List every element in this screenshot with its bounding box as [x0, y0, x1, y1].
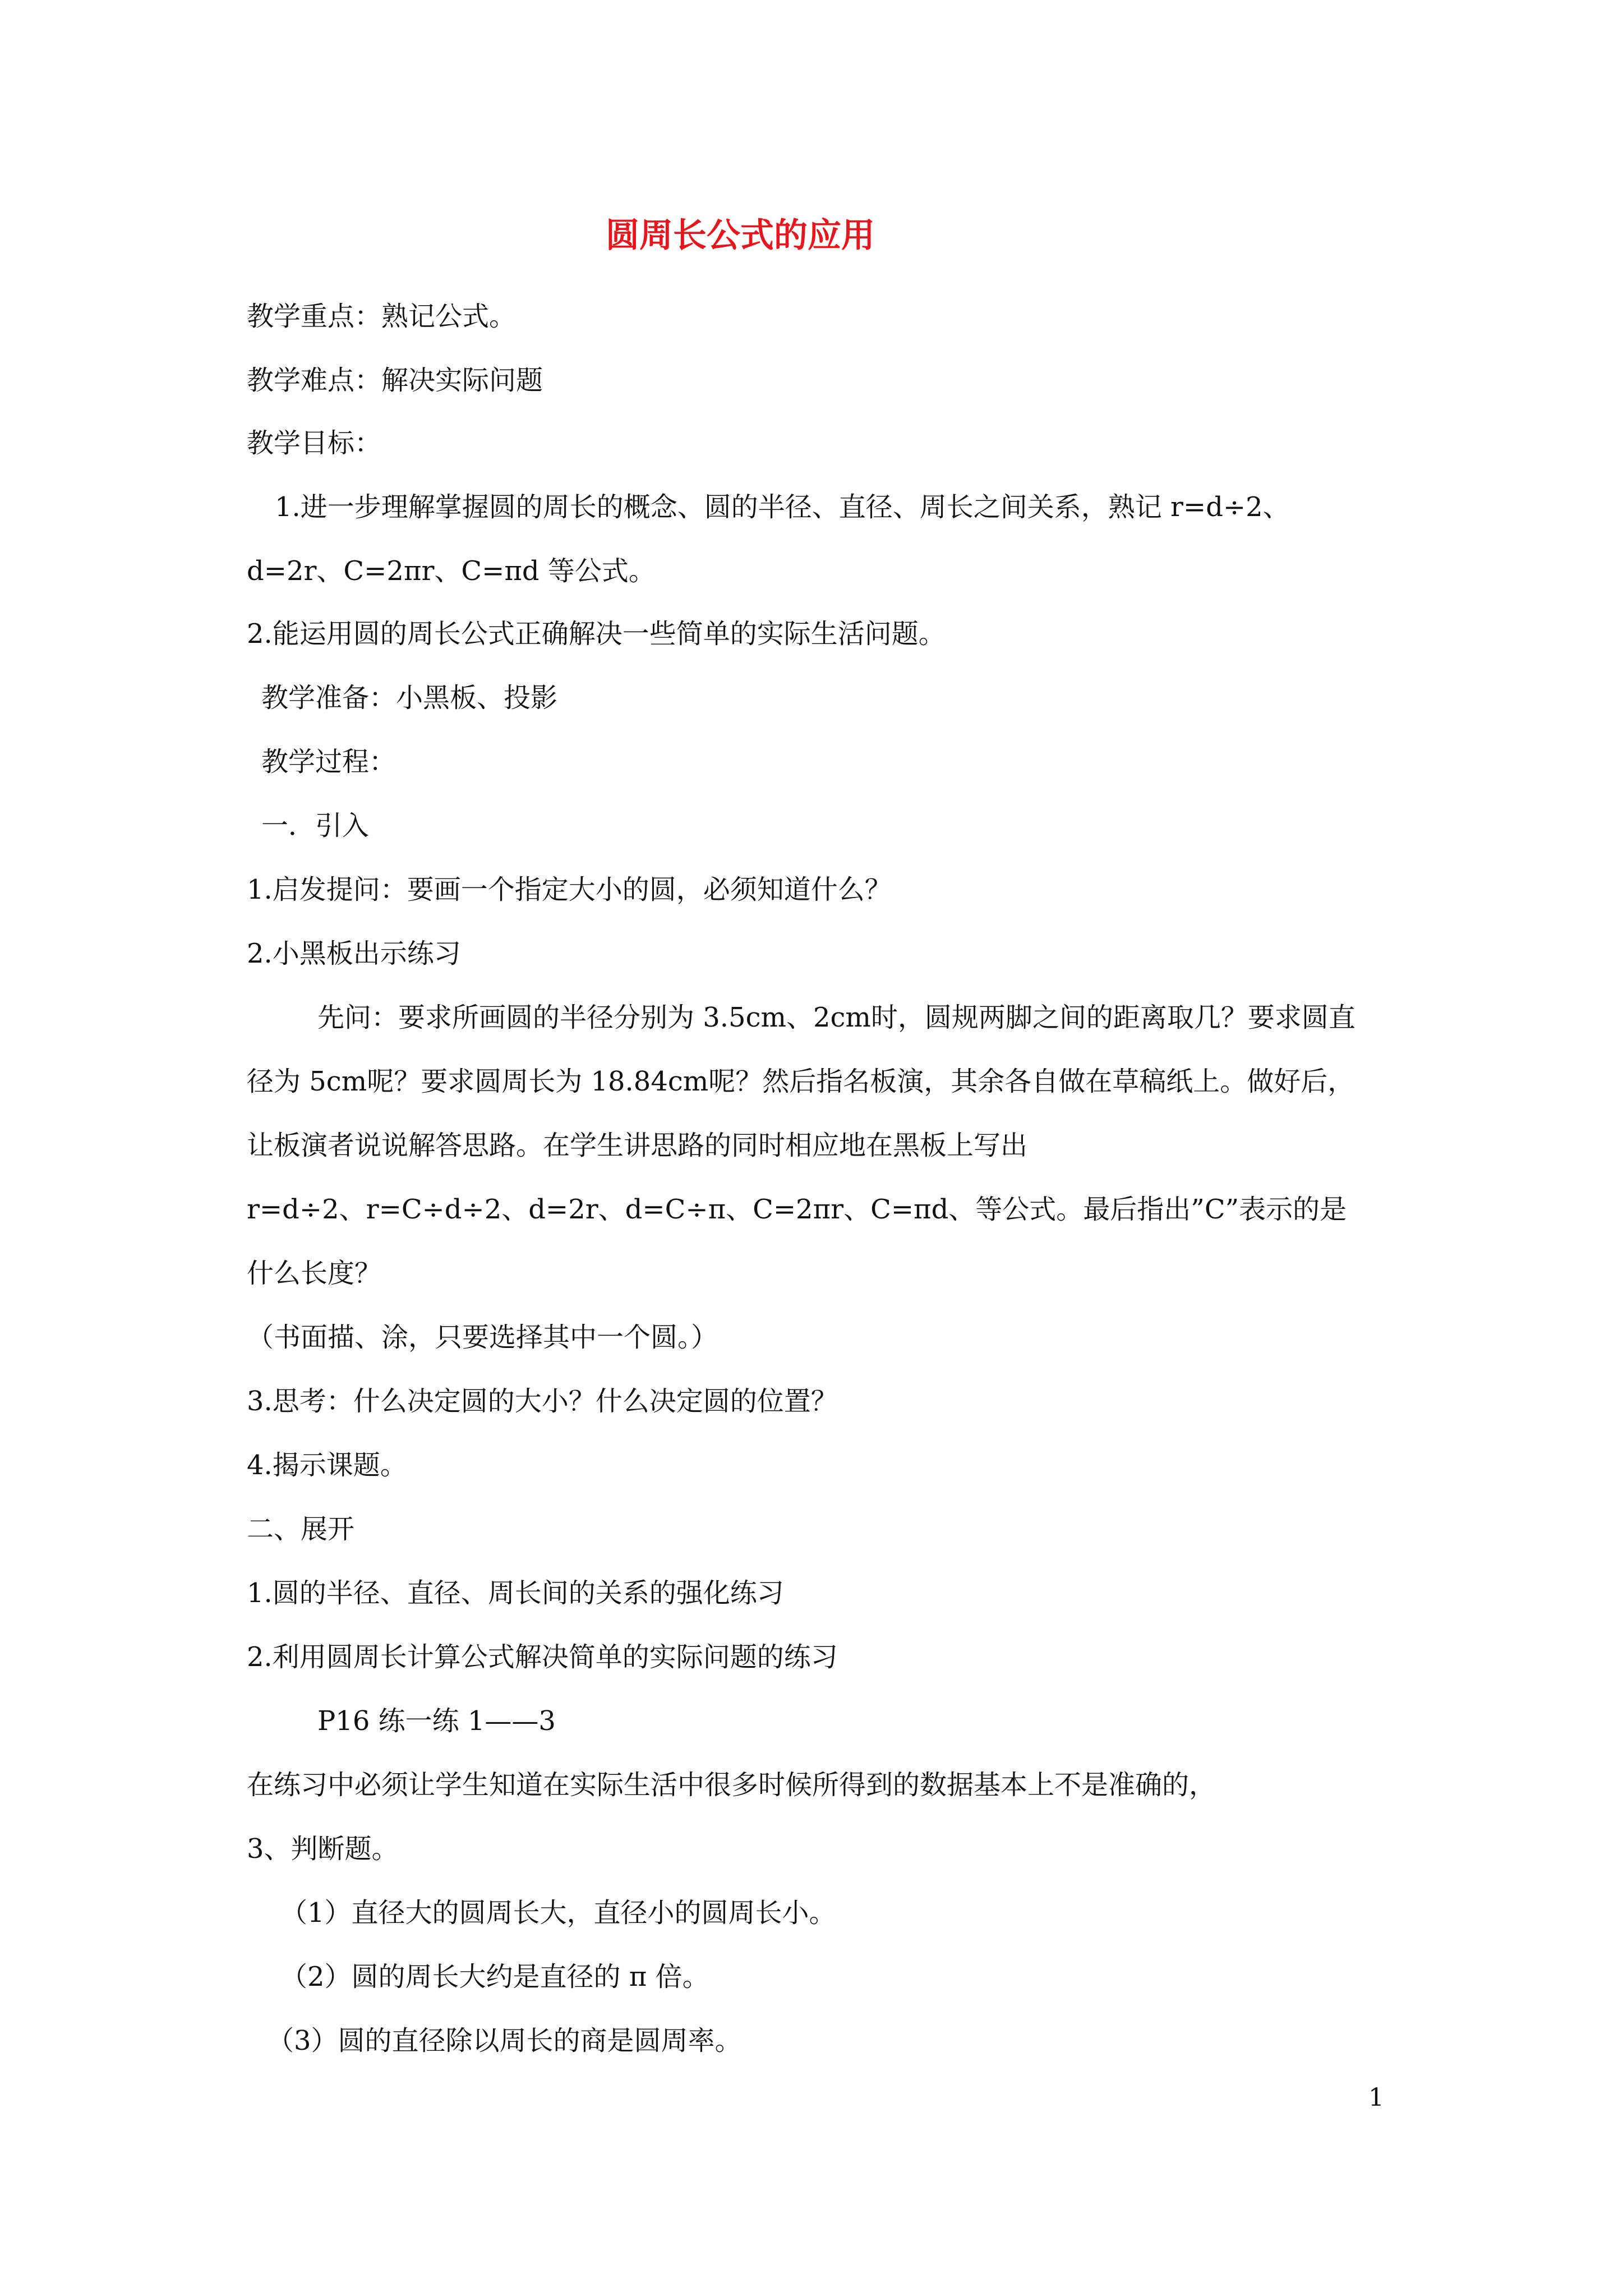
text-line: 让板演者说说解答思路。在学生讲思路的同时相应地在黑板上写出 — [247, 1130, 1028, 1161]
text-line: d=2r、C=2πr、C=πd 等公式。 — [247, 555, 656, 587]
text-line: 4.揭示课题。 — [247, 1450, 407, 1481]
text-line: （3）圆的直径除以周长的商是圆周率。 — [267, 2025, 742, 2056]
section-heading: 二、展开 — [247, 1513, 355, 1545]
text-line: （书面描、涂，只要选择其中一个圆。） — [247, 1322, 718, 1353]
document-title: 圆周长公式的应用 — [606, 216, 875, 255]
text-line: 教学重点：熟记公式。 — [247, 301, 517, 332]
text-line: 教学难点：解决实际问题 — [247, 365, 543, 396]
text-line: 2.能运用圆的周长公式正确解决一些简单的实际生活问题。 — [247, 618, 946, 650]
page-number: 1 — [1368, 2083, 1384, 2112]
text-line: 3.思考：什么决定圆的大小？什么决定圆的位置？ — [247, 1386, 838, 1417]
text-line: 在练习中必须让学生知道在实际生活中很多时候所得到的数据基本上不是准确的， — [247, 1769, 1216, 1801]
text-line: （2）圆的周长大约是直径的 π 倍。 — [280, 1961, 709, 1993]
text-line: 1.圆的半径、直径、周长间的关系的强化练习 — [247, 1577, 784, 1609]
text-line: 2.利用圆周长计算公式解决简单的实际问题的练习 — [247, 1641, 838, 1673]
text-line: 1.进一步理解掌握圆的周长的概念、圆的半径、直径、周长之间关系，熟记 r=d÷2、 — [275, 491, 1290, 523]
text-line: 一．引入 — [261, 810, 370, 841]
text-line: 2.小黑板出示练习 — [247, 938, 461, 969]
text-line: 径为 5cm呢？要求圆周长为 18.84cm呢？然后指名板演，其余各自做在草稿纸上。做好后， — [247, 1066, 1355, 1097]
text-line: P16 练一练 1——3 — [317, 1705, 556, 1737]
text-line: 1.启发提问：要画一个指定大小的圆，必须知道什么？ — [247, 874, 892, 905]
text-line: 教学过程： — [261, 746, 396, 777]
text-line: 教学准备：小黑板、投影 — [261, 682, 558, 714]
formula-line: r=d÷2、r=C÷d÷2、d=2r、d=C÷π、C=2πr、C=πd、等公式。最后指出”C”表示的是 — [247, 1194, 1347, 1225]
text-line: 什么长度？ — [247, 1258, 382, 1289]
text-line: 教学目标： — [247, 427, 382, 459]
text-line: （1）直径大的圆周长大，直径小的圆周长小。 — [280, 1897, 836, 1929]
text-line: 3、判断题。 — [247, 1833, 399, 1865]
text-line: 先问：要求所画圆的半径分别为 3.5cm、2cm时，圆规两脚之间的距离取几？要求圆直 — [317, 1002, 1355, 1033]
